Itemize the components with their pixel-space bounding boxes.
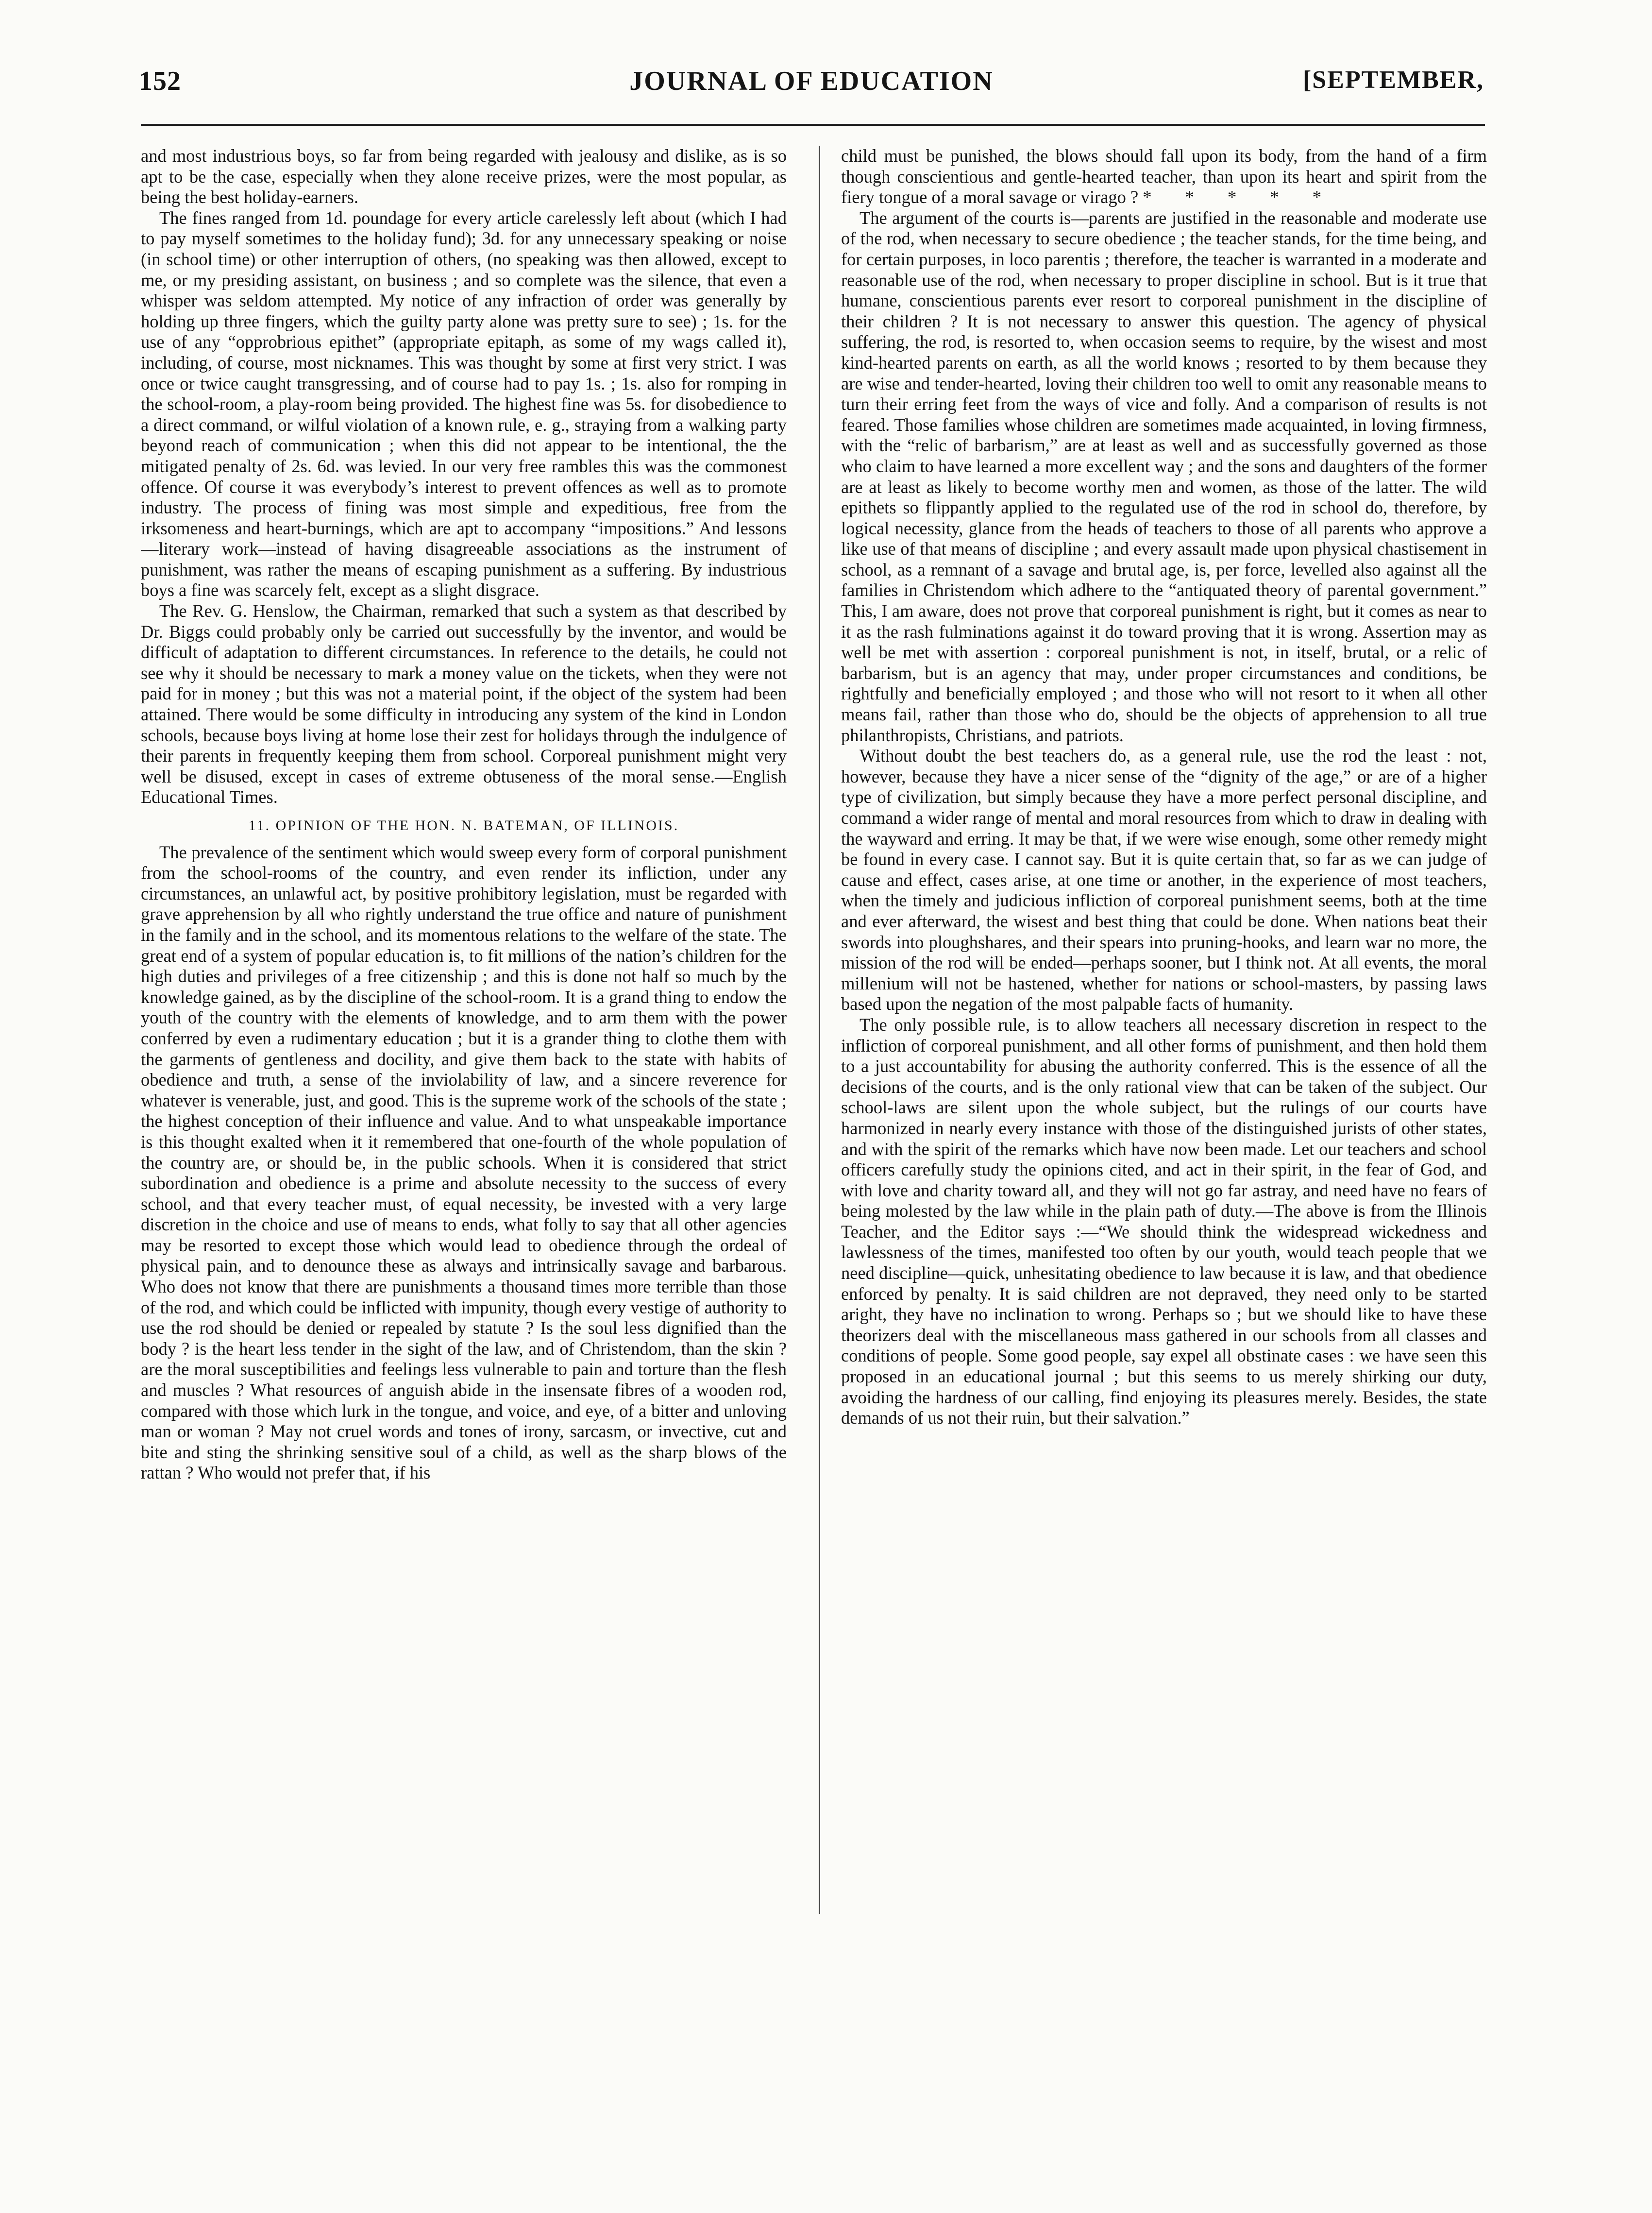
right-column — [841, 146, 1487, 2040]
paragraph: The only possible rule, is to allow teachers all necessary discretion in respect to the infliction of corporeal punishment, and all other forms of punishment, and then hold them to a just accountability for abusing the authority conferred. This is the essence of all the decisions of the courts, and is the only rational view that can be taken of the subject. Our school-laws are silent upon the whole subject, but the rulings of our courts have harmonized in nearly every instance with those of the distinguished jurists of other states, and with the spirit of the remarks which have now been made. Let our teachers and school officers carefully study the opinions cited, and act in their spirit, in the fear of God, and with love and charity toward all, and they will not go far astray, and need have no fears of being molested by the law while in the plain path of duty.—The above is from the Illinois Teacher, and the Editor says :—“We should think the widespread wickedness and lawlessness of the times, manifested too often by our youth, would teach people that we need discipline—quick, unhesitating obedience to law because it is law, and that obedience enforced by penalty. It is said children are not depraved, they need only to be started aright, they have no inclination to wrong. Perhaps so ; but we should like to have these theorizers deal with the miscellaneous mass gathered in our schools from all classes and conditions of people. Some good people, say expel all obstinate cases : we have seen this proposed in an educational journal ; but this seems to us merely shirking our duty, avoiding the hardness of our calling, find enjoying its pleasures merely. Besides, the state demands of us not their ruin, but their salvation.” — [841, 1014, 1487, 1428]
paragraph: The argument of the courts is—parents are justified in the reasonable and moderate use of the rod, when necessary to secure obedience ; the teacher stands, for the time being, and for certain purposes, in loco parentis ; therefore, the teacher is warranted in a moderate and reasonable use of the rod, when necessary to proper discipline in school. But is it true that humane, conscientious parents ever resort to corporeal punishment in the discipline of their children ? It is not necessary to answer this question. The agency of physical suffering, the rod, is resorted to, when occasion seems to require, by the wisest and most kind-hearted parents on earth, as all the world knows ; resorted to by them because they are wise and tender-hearted, loving their children too well to omit any reasonable means to turn their erring feet from the ways of vice and folly. And a comparison of results is not feared. Those families whose children are sometimes made acquainted, in loving firmness, with the “relic of barbarism,” are at least as well and as successfully governed as those who claim to have learned a more excellent way ; and the sons and daughters of the former are at least as likely to become worthy men and women, as those of the latter. The wild epithets so flippantly applied to the regulated use of the rod in school do, therefore, by logical necessity, glance from the heads of teachers to those of all parents who approve a like use of that means of discipline ; and every assault made upon physical chastisement in school, as a remnant of a savage and brutal age, is, per force, levelled also against all the families in Christendom which adhere to the “antiquated theory of parental government.” This, I am aware, does not prove that corporeal punishment is right, but it comes as near to it as the rash fulminations against it do toward proving that it is wrong. Assertion may as well be met with assertion : corporeal punishment is not, in itself, brutal, or a relic of barbarism, but is an agency that may, under proper circumstances and conditions, be rightfully and beneficially employed ; and those who will not resort to it when all other means fail, rather than those who do, should be the objects of apprehension to all true philanthropists, Christians, and patriots. — [841, 207, 1487, 745]
paragraph: The prevalence of the sentiment which would sweep every form of corporal punishment from the school-rooms of the country, and even render its infliction, under any circumstances, an unlawful act, by positive prohibitory legislation, must be regarded with grave apprehension by all who rightly understand the true office and nature of punishment in the family and in the school, and its momentous relations to the welfare of the state. The great end of a system of popular education is, to fit millions of the nation’s children for the high duties and privileges of a free citizenship ; and this is done not half so much by the knowledge gained, as by the discipline of the school-room. It is a grand thing to endow the youth of the country with the elements of knowledge, and to arm them with the power conferred by even a rudimentary education ; but it is a grander thing to clothe them with the garments of gentleness and docility, and give them back to the state with habits of obedience and truth, a sense of the inviolability of law, and a sincere reverence for whatever is venerable, just, and good. This is the supreme work of the schools of the state ; the highest conception of their influence and value. And to what unspeakable importance is this thought exalted when it it remembered that one-fourth of the whole population of the country are, or should be, in the public schools. When it is considered that strict subordination and obedience is a prime and absolute necessity to the success of every school, and that every teacher must, of equal necessity, be invested with a very large discretion in the choice and use of means to ends, what folly to say that all other agencies may be resorted to except those which would lead to obedience through the ordeal of physical pain, and to denounce these as always and intrinsically savage and barbarous. Who does not know that there are punishments a thousand times more terrible than those of the rod, and which could be inflicted with impunity, though every vestige of authority to use the rod should be denied or repealed by statute ? Is the soul less dignified than the body ? is the heart less tender in the sight of the law, and of Christendom, than the skin ? are the moral susceptibilities and feelings less vulnerable to pain and torture than the flesh and muscles ? What resources of anguish abide in the insensate fibres of a wooden rod, compared with those which lurk in the tongue, and voice, and eye, of a bitter and unloving man or woman ? May not cruel words and tones of irony, sarcasm, or invective, cut and bite and sting the shrinking sensitive soul of a child, as well as the sharp blows of the rattan ? Who would not prefer that, if his — [141, 842, 787, 1483]
paragraph: The Rev. G. Henslow, the Chairman, remarked that such a system as that described by Dr. Biggs could probably only be carried out successfully by the inventor, and would be difficult of adaptation to different circumstances. In reference to the details, he could not see why it should be necessary to mark a money value on the tickets, when they were not paid for in money ; but this was not a material point, if the object of the system had been attained. There would be some difficulty in introducing any system of the kind in London schools, because boys living at home lose their zest for holidays through the indulgence of their parents in frequently keeping them from school. Corporeal punishment might very well be disused, except in cases of extreme obtuseness of the moral sense.—English Educational Times. — [141, 601, 787, 807]
column-divider — [819, 146, 820, 1914]
paragraph: The fines ranged from 1d. poundage for every article carelessly left about (which I had to pay myself sometimes to the holiday fund); 3d. for any unnecessary speaking or noise (in school time) or other interruption of others, (no speaking was then allowed, except to me, or my presiding assistant, on business ; and so complete was the silence, that even a whisper was seldom attempted. My notice of any infraction of order was generally by holding up three fingers, which the guilty party alone was pretty sure to see) ; 1s. for the use of any “opprobrious epithet” (appropriate epitaph, as some of my wags called it), including, of course, most nicknames. This was thought by some at first very strict. I was once or twice caught transgressing, and of course had to pay 1s. ; 1s. also for romping in the school-room, a play-room being provided. The highest fine was 5s. for disobedience to a direct command, or wilful violation of a known rule, e. g., straying from a walking party beyond reach of communication ; when this did not appear to be intentional, the the mitigated penalty of 2s. 6d. was levied. In our very free rambles this was the commonest offence. Of course it was everybody’s interest to prevent offences as well as to promote industry. The process of fining was most simple and expeditious, free from the irksomeness and heart-burnings, which are apt to accompany “impositions.” And lessons—literary work—instead of having disagreeable associations as the instrument of punishment, was rather the means of escaping punishment as a suffering. By industrious boys a fine was scarcely felt, except as a slight disgrace. — [141, 207, 787, 600]
journal-title: JOURNAL OF EDUCATION — [629, 66, 994, 96]
paragraph: and most industrious boys, so far from being regarded with jealousy and dislike, as is so apt to be the case, especially when they alone receive prizes, were the most popular, as being the best holiday-earners. — [141, 146, 787, 207]
paragraph: Without doubt the best teachers do, as a general rule, use the rod the least : not, however, because they have a nicer sense of the “dignity of the age,” or are of a higher type of civilization, but simply because they have a more perfect personal discipline, and command a wider range of mental and moral resources from which to draw in dealing with the wayward and erring. It may be that, if we were wise enough, some other remedy might be found in every case. I cannot say. But it is quite certain that, so far as we can judge of cause and effect, cases arise, at one time or another, in the experience of most teachers, when the timely and judicious infliction of corporeal punishment seems, both at the time and ever afterward, the wisest and best thing that could be done. When nations beat their swords into ploughshares, and their spears into pruning-hooks, and learn war no more, the mission of the rod will be ended—perhaps sooner, but I think not. At all events, the moral millenium will not be hastened, whether for nations or school-masters, by passing laws based upon the negation of the most palpable facts of humanity. — [841, 746, 1487, 1014]
ellipsis-stars: * * * * * — [1143, 187, 1336, 207]
paragraph — [841, 146, 1487, 208]
page-number: 152 — [139, 66, 181, 96]
issue-month: [SEPTEMBER, — [1302, 66, 1484, 94]
left-column — [141, 146, 787, 2040]
running-head — [139, 66, 1484, 109]
header-rule — [141, 124, 1485, 126]
paragraph-text: child must be punished, the blows should fall upon its body, from the hand of a firm though conscientious and gentle-hearted teacher, than upon its heart and spirit from the fiery tongue of a moral savage or virago ? — [841, 146, 1487, 207]
section-heading: 11. OPINION OF THE HON. N. BATEMAN, OF ILLINOIS. — [248, 817, 679, 834]
